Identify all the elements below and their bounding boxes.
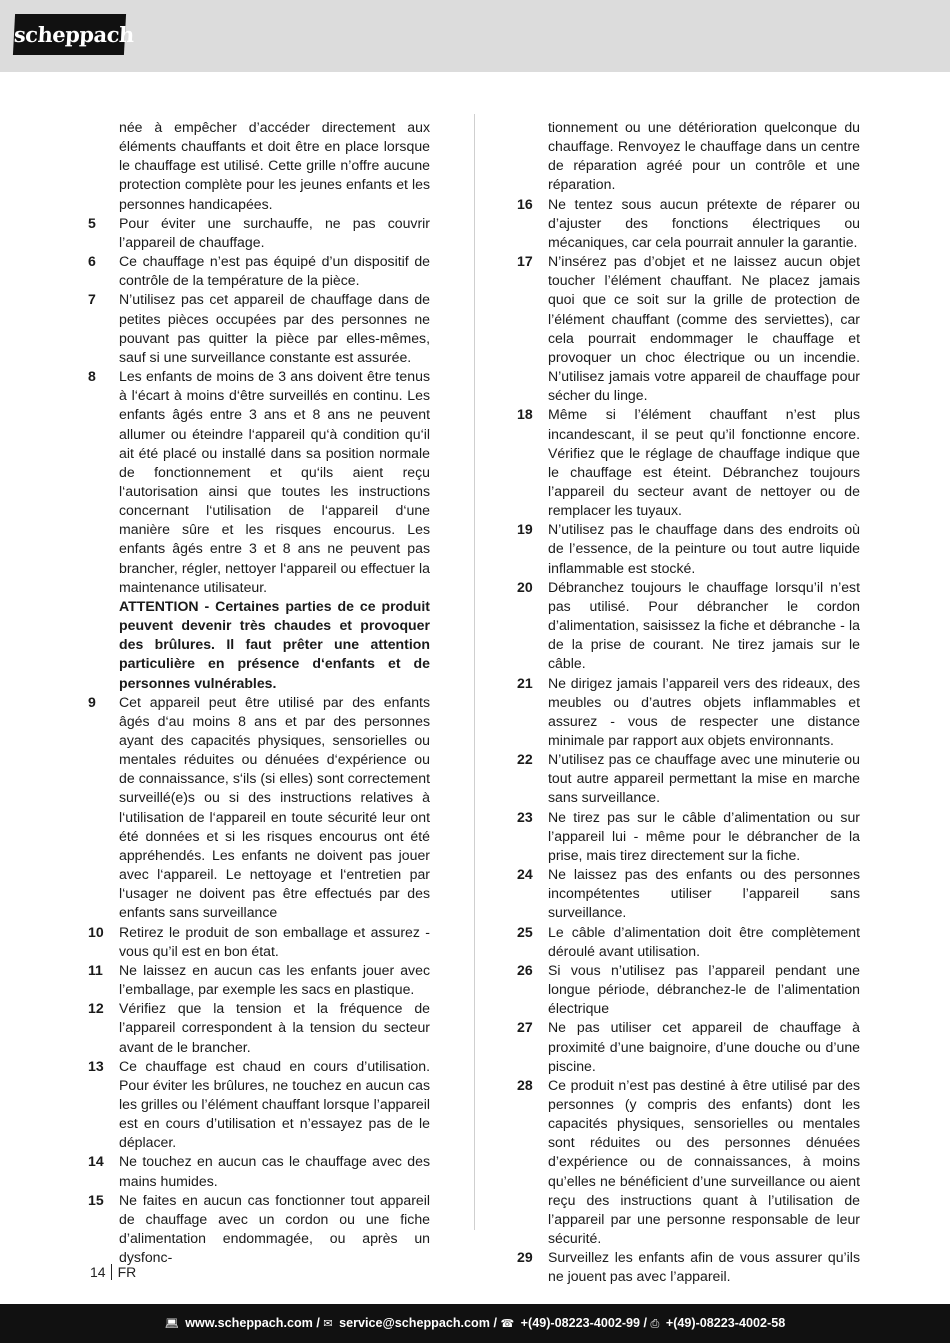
- safety-item-24: [517, 865, 860, 922]
- item-text: Ne laissez pas des enfants ou des personnes incompétentes utiliser l’appareil sans surveillance.: [548, 866, 860, 921]
- continuation-text: née à empêcher d’accéder directement aux éléments chauffants et doit être en place lorsque le chauffage est utilisé. Cette grille n’offre aucune protection complète pour les jeunes enfants et les personnes handicapées.: [119, 119, 430, 212]
- item-text: Retirez le produit de son emballage et assurez - vous qu’il est en bon état.: [119, 923, 430, 959]
- item-number: 27: [517, 1019, 533, 1036]
- safety-item-26: [517, 961, 860, 1018]
- safety-item-22: [517, 750, 860, 807]
- item-text: Les enfants de moins de 3 ans doivent être tenus à l‘écart à moins d‘être surveillés en continu. Les enfants âgés entre 3 ans et 8 ans ne peuvent allumer ou éteindre l‘appareil qu‘à condition qu‘il ait été placé ou installé dans sa position normale de fonctionnement et qu‘ils aient reçu l‘autorisation ainsi que toutes les instructions concernant l‘utilisation de l‘appareil d‘une manière sûre et les risques encourus. Les enfants âgés entre 3 et 8 ans ne peuvent pas brancher, régler, nettoyer l‘appareil ou effectuer la maintenance utilisateur.: [119, 368, 430, 595]
- safety-item-18: [517, 405, 860, 520]
- email-link[interactable]: service@scheppach.com /: [339, 1316, 497, 1330]
- item-text: N’utilisez pas le chauffage dans des endroits où de l’essence, de la peinture ou tout autre liquide inflammable est stocké.: [548, 521, 860, 576]
- item-number: 13: [88, 1057, 104, 1074]
- scheppach-logo: scheppach: [13, 14, 126, 55]
- item-number: 28: [517, 1076, 533, 1093]
- safety-item-9: [88, 693, 430, 923]
- fax-icon: ⎙: [650, 1318, 660, 1330]
- item-text: Pour éviter une surchauffe, ne pas couvrir l’appareil de chauffage.: [119, 214, 430, 250]
- footer-separator: [111, 1264, 112, 1280]
- item-number: 14: [88, 1153, 104, 1170]
- safety-item-28: [517, 1076, 860, 1248]
- item-text: Vérifiez que la tension et la fréquence de l’appareil correspondent à la tension du secteur avant de le brancher.: [119, 1000, 430, 1055]
- item-text: Surveillez les enfants afin de vous assurer qu’ils ne jouent pas avec l’appareil.: [548, 1249, 860, 1285]
- page-number: 14: [90, 1264, 106, 1280]
- item-text: Débranchez toujours le chauffage lorsqu’il n’est pas utilisé. Pour débrancher le cordon d’alimentation, saisissez la fiche et débranche - la de la prise de courant. Ne tirez jamais sur le câble.: [548, 578, 860, 672]
- item-number: 9: [88, 693, 96, 710]
- safety-item-27: [517, 1018, 860, 1075]
- item-number: 25: [517, 923, 533, 940]
- phone-number: +(49)-08223-4002-99 /: [520, 1316, 648, 1330]
- item-number: 29: [517, 1249, 533, 1266]
- fax-number: +(49)-08223-4002-58: [665, 1316, 786, 1330]
- page-footer: [90, 1264, 136, 1280]
- attention-warning: ATTENTION - Certaines parties de ce produit peuvent devenir très chaudes et provoquer des brûlures. Il faut prêter une attention particulière en présence d‘enfants et de personnes vulnérables.: [119, 597, 430, 691]
- item-number: 15: [88, 1191, 104, 1208]
- safety-item-15: [88, 1191, 430, 1268]
- right-column: [517, 118, 860, 1287]
- safety-item-8: [88, 367, 430, 693]
- item-number: 23: [517, 808, 533, 825]
- item-text: Ne laissez en aucun cas les enfants jouer avec l’emballage, par exemple les sacs en plastique.: [119, 961, 430, 998]
- item-text: Ne touchez en aucun cas le chauffage avec des mains humides.: [119, 1153, 430, 1189]
- item-text: Ne dirigez jamais l’appareil vers des rideaux, des meubles ou d’autres objets inflammables et assurez - vous de respecter une distance minimale par rapport aux objets environnants.: [548, 674, 860, 748]
- item-text-block: [119, 367, 430, 693]
- item-number: 12: [88, 1000, 104, 1017]
- item-text: Cet appareil peut être utilisé par des enfants âgés d‘au moins 8 ans et par des personnes ayant des capacités physiques, sensorielles ou mentales réduites ou dénuées d‘expérience ou de connaissance, s‘ils (si elles) sont correctement surveillé(e)s ou si des instructions relatives à l‘utilisation de l‘appareil en toute sécurité leur ont été données et si les risques encourus ont été appréhendés. Les enfants ne doivent pas jouer avec l‘appareil. Le nettoyage et l‘entretien par l‘usager ne doivent pas être effectués par des enfants sans surveillance: [119, 693, 430, 921]
- item-text: Ne faites en aucun cas fonctionner tout appareil de chauffage avec un cordon ou une fiche d’alimentation endommagée, ou après un dysfonc-: [119, 1191, 430, 1266]
- safety-item-23: [517, 808, 860, 865]
- item-number: 7: [88, 291, 96, 308]
- item-text: Ce chauffage est chaud en cours d’utilisation. Pour éviter les brûlures, ne touchez en aucun cas les grilles ou l’élément chauffant lorsque l’appareil est en cours d’utilisation et n’essayez pas de le déplacer.: [119, 1057, 430, 1151]
- safety-item-17: [517, 252, 860, 405]
- safety-item-21: [517, 674, 860, 751]
- safety-item-13: [88, 1057, 430, 1153]
- language-code: FR: [117, 1264, 137, 1280]
- website-link[interactable]: www.scheppach.com /: [185, 1316, 320, 1330]
- laptop-icon: 💻︎: [164, 1318, 179, 1330]
- item-number: 19: [517, 521, 533, 538]
- item-text: N’utilisez pas cet appareil de chauffage dans de petites pièces occupées par des personnes ne pouvant pas quitter la pièce par elles-mêmes, sauf si une surveillance constante est assurée.: [119, 291, 430, 365]
- item-text: Ne tirez pas sur le câble d’alimentation ou sur l’appareil lui - même pour le débrancher de la prise, mais tirez directement sur la fiche.: [548, 808, 860, 863]
- item-number: 11: [88, 961, 103, 978]
- item-number: 5: [88, 214, 96, 231]
- item-number: 10: [88, 923, 104, 940]
- email-icon: ✉︎: [323, 1318, 333, 1330]
- item-number: 6: [88, 253, 96, 270]
- item-number: 22: [517, 751, 533, 768]
- column-divider: [474, 114, 475, 1230]
- safety-item-6: [88, 252, 430, 290]
- item-number: 16: [517, 195, 533, 212]
- safety-item-12: [88, 999, 430, 1056]
- safety-item-5: [88, 214, 430, 252]
- safety-item-19: [517, 520, 860, 577]
- header-band: [0, 0, 950, 72]
- item-number: 20: [517, 578, 533, 595]
- item-text: N’insérez pas d’objet et ne laissez aucun objet toucher l’élément chauffant. Ne placez jamais quoi que ce soit sur la grille de protection de l’élément chauffant (comme des serviettes), car cela pourrait endommager le chauffage et provoquer un choc électrique ou un incendie. N’utilisez jamais votre appareil de chauffage pour sécher du linge.: [548, 253, 860, 404]
- item-text: Ne tentez sous aucun prétexte de réparer ou d’ajuster des fonctions électriques ou mécaniques, car cela pourrait annuler la garantie.: [548, 195, 860, 250]
- safety-item-25: [517, 923, 860, 961]
- left-column: [88, 118, 430, 1267]
- item-text: Si vous n’utilisez pas l’appareil pendant une longue période, débranchez-le de l’alimentation électrique: [548, 961, 860, 1017]
- contact-bar: [0, 1304, 950, 1343]
- item-text: Ne pas utiliser cet appareil de chauffage à proximité d’une baignoire, d’une douche ou d’une piscine.: [548, 1019, 860, 1074]
- item-text: Même si l’élément chauffant n’est plus incandescant, il se peut qu’il fonctionne encore. Vérifiez que le réglage de chauffage indique que le chauffage est éteint. Débranchez toujours l’appareil du secteur avant de nettoyer ou de remplacer les tuyaux.: [548, 406, 860, 519]
- safety-item-10: [88, 923, 430, 961]
- item-number: 8: [88, 368, 96, 385]
- item-number: 18: [517, 406, 533, 423]
- phone-icon: ☎: [500, 1318, 515, 1330]
- item-text: Ce chauffage n’est pas équipé d’un dispositif de contrôle de la température de la pièce.: [119, 253, 430, 289]
- continuation-text: tionnement ou une détérioration quelconque du chauffage. Renvoyez le chauffage dans un centre de réparation agréé pour un contrôle et une réparation.: [548, 119, 860, 193]
- item-number: 17: [517, 253, 533, 270]
- safety-item-7: [88, 290, 430, 367]
- safety-item-14: [88, 1152, 430, 1190]
- safety-item-20: [517, 578, 860, 674]
- item-number: 24: [517, 866, 533, 883]
- item-text: Le câble d’alimentation doit être complètement déroulé avant utilisation.: [548, 923, 860, 959]
- safety-item-16: [517, 195, 860, 252]
- safety-item-11: [88, 961, 430, 999]
- item-number: 26: [517, 961, 533, 978]
- item-number: 21: [517, 674, 533, 691]
- item-text: Ce produit n’est pas destiné à être utilisé par des personnes (y compris des enfants) dont les capacités physiques, sensorielles ou mentales sont réduites ou des personnes dénuées d’expérience ou de connaissances, à moins qu’elles ne bénéficient d’une surveillance ou aient reçu des instructions quant à l’utilisation de l’appareil par une personne responsable de leur sécurité.: [548, 1076, 860, 1247]
- item-text: N’utilisez pas ce chauffage avec une minuterie ou tout autre appareil permettant la mise en marche sans surveillance.: [548, 751, 860, 806]
- safety-item-29: [517, 1248, 860, 1286]
